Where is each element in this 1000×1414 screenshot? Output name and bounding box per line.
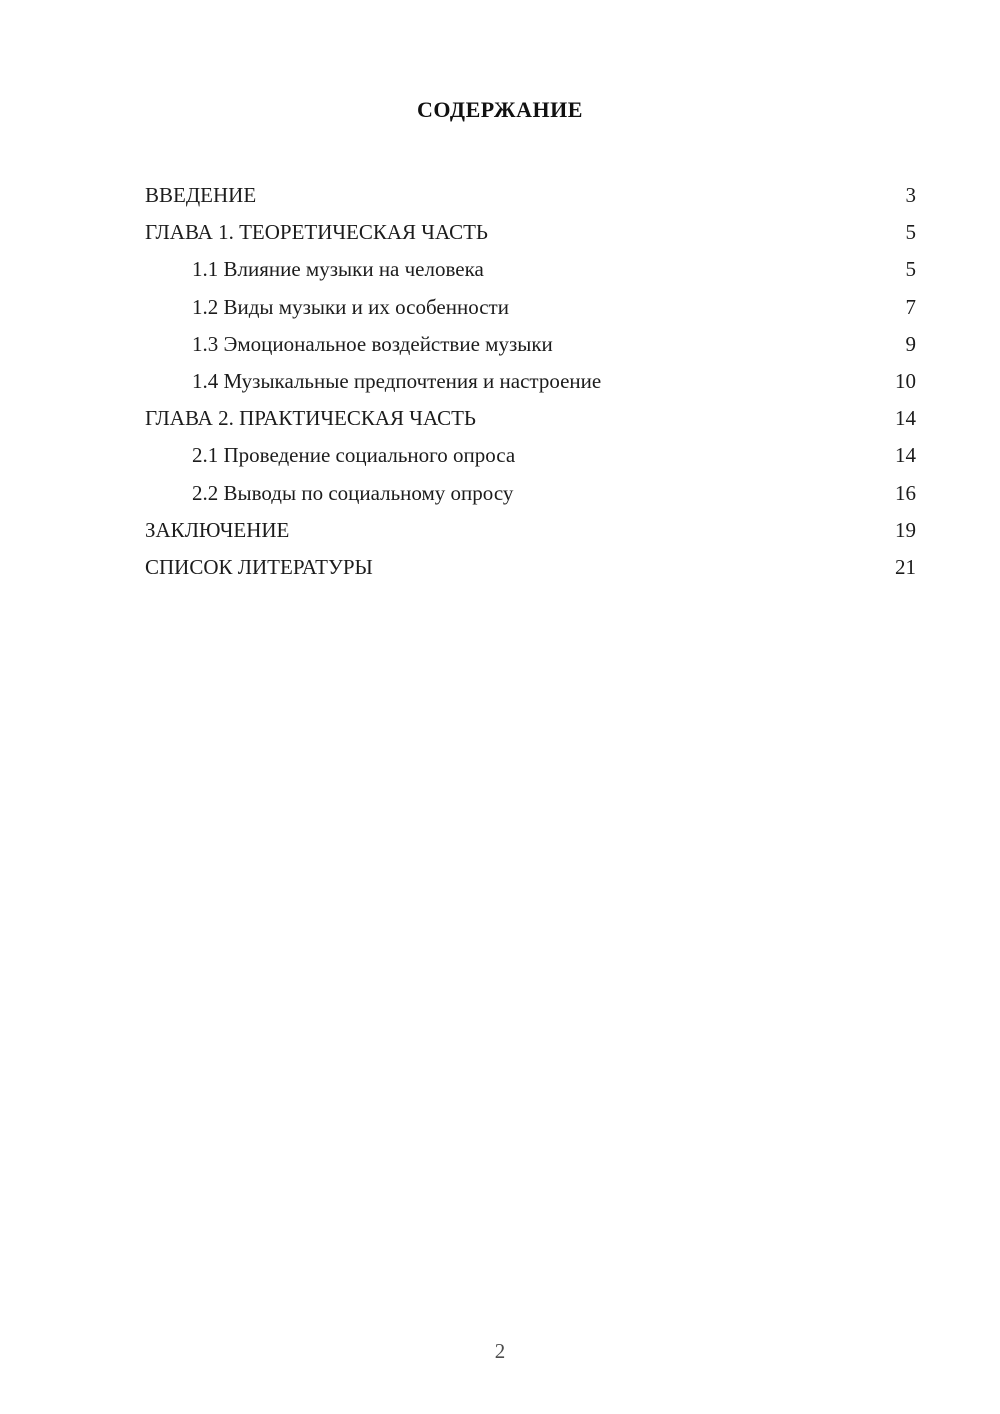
toc-entry-label: 1.3 Эмоциональное воздействие музыки [192,331,553,356]
toc-row [145,512,916,549]
page-title: СОДЕРЖАНИЕ [417,97,583,122]
toc-entry-page: 16 [895,480,916,505]
toc-entry-page: 5 [905,257,916,282]
toc-entry-label: ВВЕДЕНИЕ [145,183,257,207]
toc-row [145,363,916,400]
toc-entry-page: 19 [895,517,916,542]
toc-entry-page: 9 [905,331,916,356]
toc-row [145,289,916,326]
toc-entry-page: 7 [905,294,916,319]
toc-entry-page: 14 [895,443,916,468]
toc-row [145,251,916,288]
toc-entry-label: ЗАКЛЮЧЕНИЕ [145,517,290,542]
toc-entry-label: СПИСОК ЛИТЕРАТУРЫ [145,554,373,579]
toc-entry-page: 10 [895,368,916,393]
toc-row [145,549,916,586]
toc-entry-page: 5 [905,220,916,245]
toc-entry-label: ГЛАВА 1. ТЕОРЕТИЧЕСКАЯ ЧАСТЬ [145,220,488,245]
toc-row [145,177,916,214]
toc-entry-page: 14 [895,406,916,431]
toc-row [145,475,916,512]
toc-row [145,326,916,363]
toc-entry-label: 1.4 Музыкальные предпочтения и настроение [192,368,602,393]
toc-entry-label: 1.1 Влияние музыки на человека [192,257,484,282]
toc-row [145,437,916,474]
toc-entry-page: 3 [905,183,916,207]
toc-entry-label: ГЛАВА 2. ПРАКТИЧЕСКАЯ ЧАСТЬ [145,406,476,431]
toc-row [145,214,916,251]
toc-entry-label: 2.1 Проведение социального опроса [192,443,516,468]
toc-row [145,400,916,437]
table-of-contents [0,177,1000,586]
toc-entry-label: 1.2 Виды музыки и их особенности [192,294,509,319]
toc-entry-label: 2.2 Выводы по социальному опросу [192,480,514,505]
toc-entry-page: 21 [895,554,916,579]
footer-page-number: 2 [494,1339,506,1363]
